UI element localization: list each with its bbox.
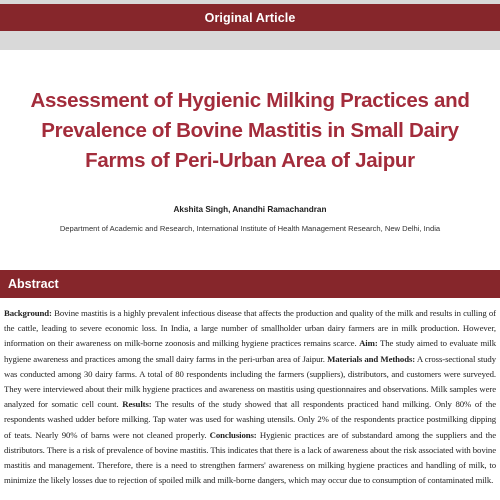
abstract-heading-bar: [0, 270, 500, 298]
article-type-banner: [0, 4, 500, 31]
methods-text: A cross-sectional study was conducted among 30 dairy farms. A total of 80 respondents including the farmers (suppliers), distributors, and customers were surveyed. They were interviewed about their milk hygiene practices and awareness on mastitis using questionnaires and observations. Milk samples were analyzed for somatic cell count.: [4, 353, 496, 410]
results-text: The results of the study showed that all respondents practiced hand milking. Only 80% of the respondents washed udder before milking. Tap water was used for washing utensils. Only 2% of the respondents practice postmilking dipping of teats. Nearly 90% of barns were not cleaned properly.: [4, 399, 496, 440]
abstract-heading: Abstract: [8, 277, 59, 291]
background-text: Bovine mastitis is a highly prevalent infectious disease that affects the production and quality of the milk and results in culling of the cattle, leading to severe economic loss. In India, a large number of smallholder urban dairy farmers are in milk production. However, information on their awareness on milk-borne zoonosis and milking hygiene practices remains scarce.: [4, 308, 496, 349]
article-type-label: Original Article: [204, 10, 296, 25]
conclusions-text: Hygienic practices are of substandard among the suppliers and the distributors. There is a risk of prevalence of bovine mastitis. This indicates that there is a lack of awareness about the risk associated with bovine mastitis and management. Therefore, there is a need to strengthen farmers' awareness on milking hygiene practices and handling of milk, to minimize the likely losses due to rejection of spoiled milk and milk-borne dangers, which may occur due to consumption of contaminated milk.: [4, 429, 496, 486]
article-authors: Akshita Singh, Anandhi Ramachandran: [173, 205, 327, 214]
article-title: Assessment of Hygienic Milking Practices and Prevalence of Bovine Mastitis in Small Dairy Farms of Peri-Urban Area of Jaipur: [30, 89, 470, 172]
conclusions-label: Conclusions:: [209, 429, 257, 440]
author-affiliation: Department of Academic and Research, International Institute of Health Management Research, New Delhi, India: [59, 224, 441, 233]
aim-label: Aim:: [359, 338, 378, 349]
aim-text: The study aimed to evaluate milk hygiene awareness and practices among the small dairy farms in the peri-urban area of Jaipur.: [4, 338, 496, 364]
methods-label: Materials and Methods:: [327, 353, 416, 364]
results-label: Results:: [122, 399, 152, 410]
abstract-body: [4, 306, 496, 488]
background-label: Background:: [4, 308, 52, 318]
